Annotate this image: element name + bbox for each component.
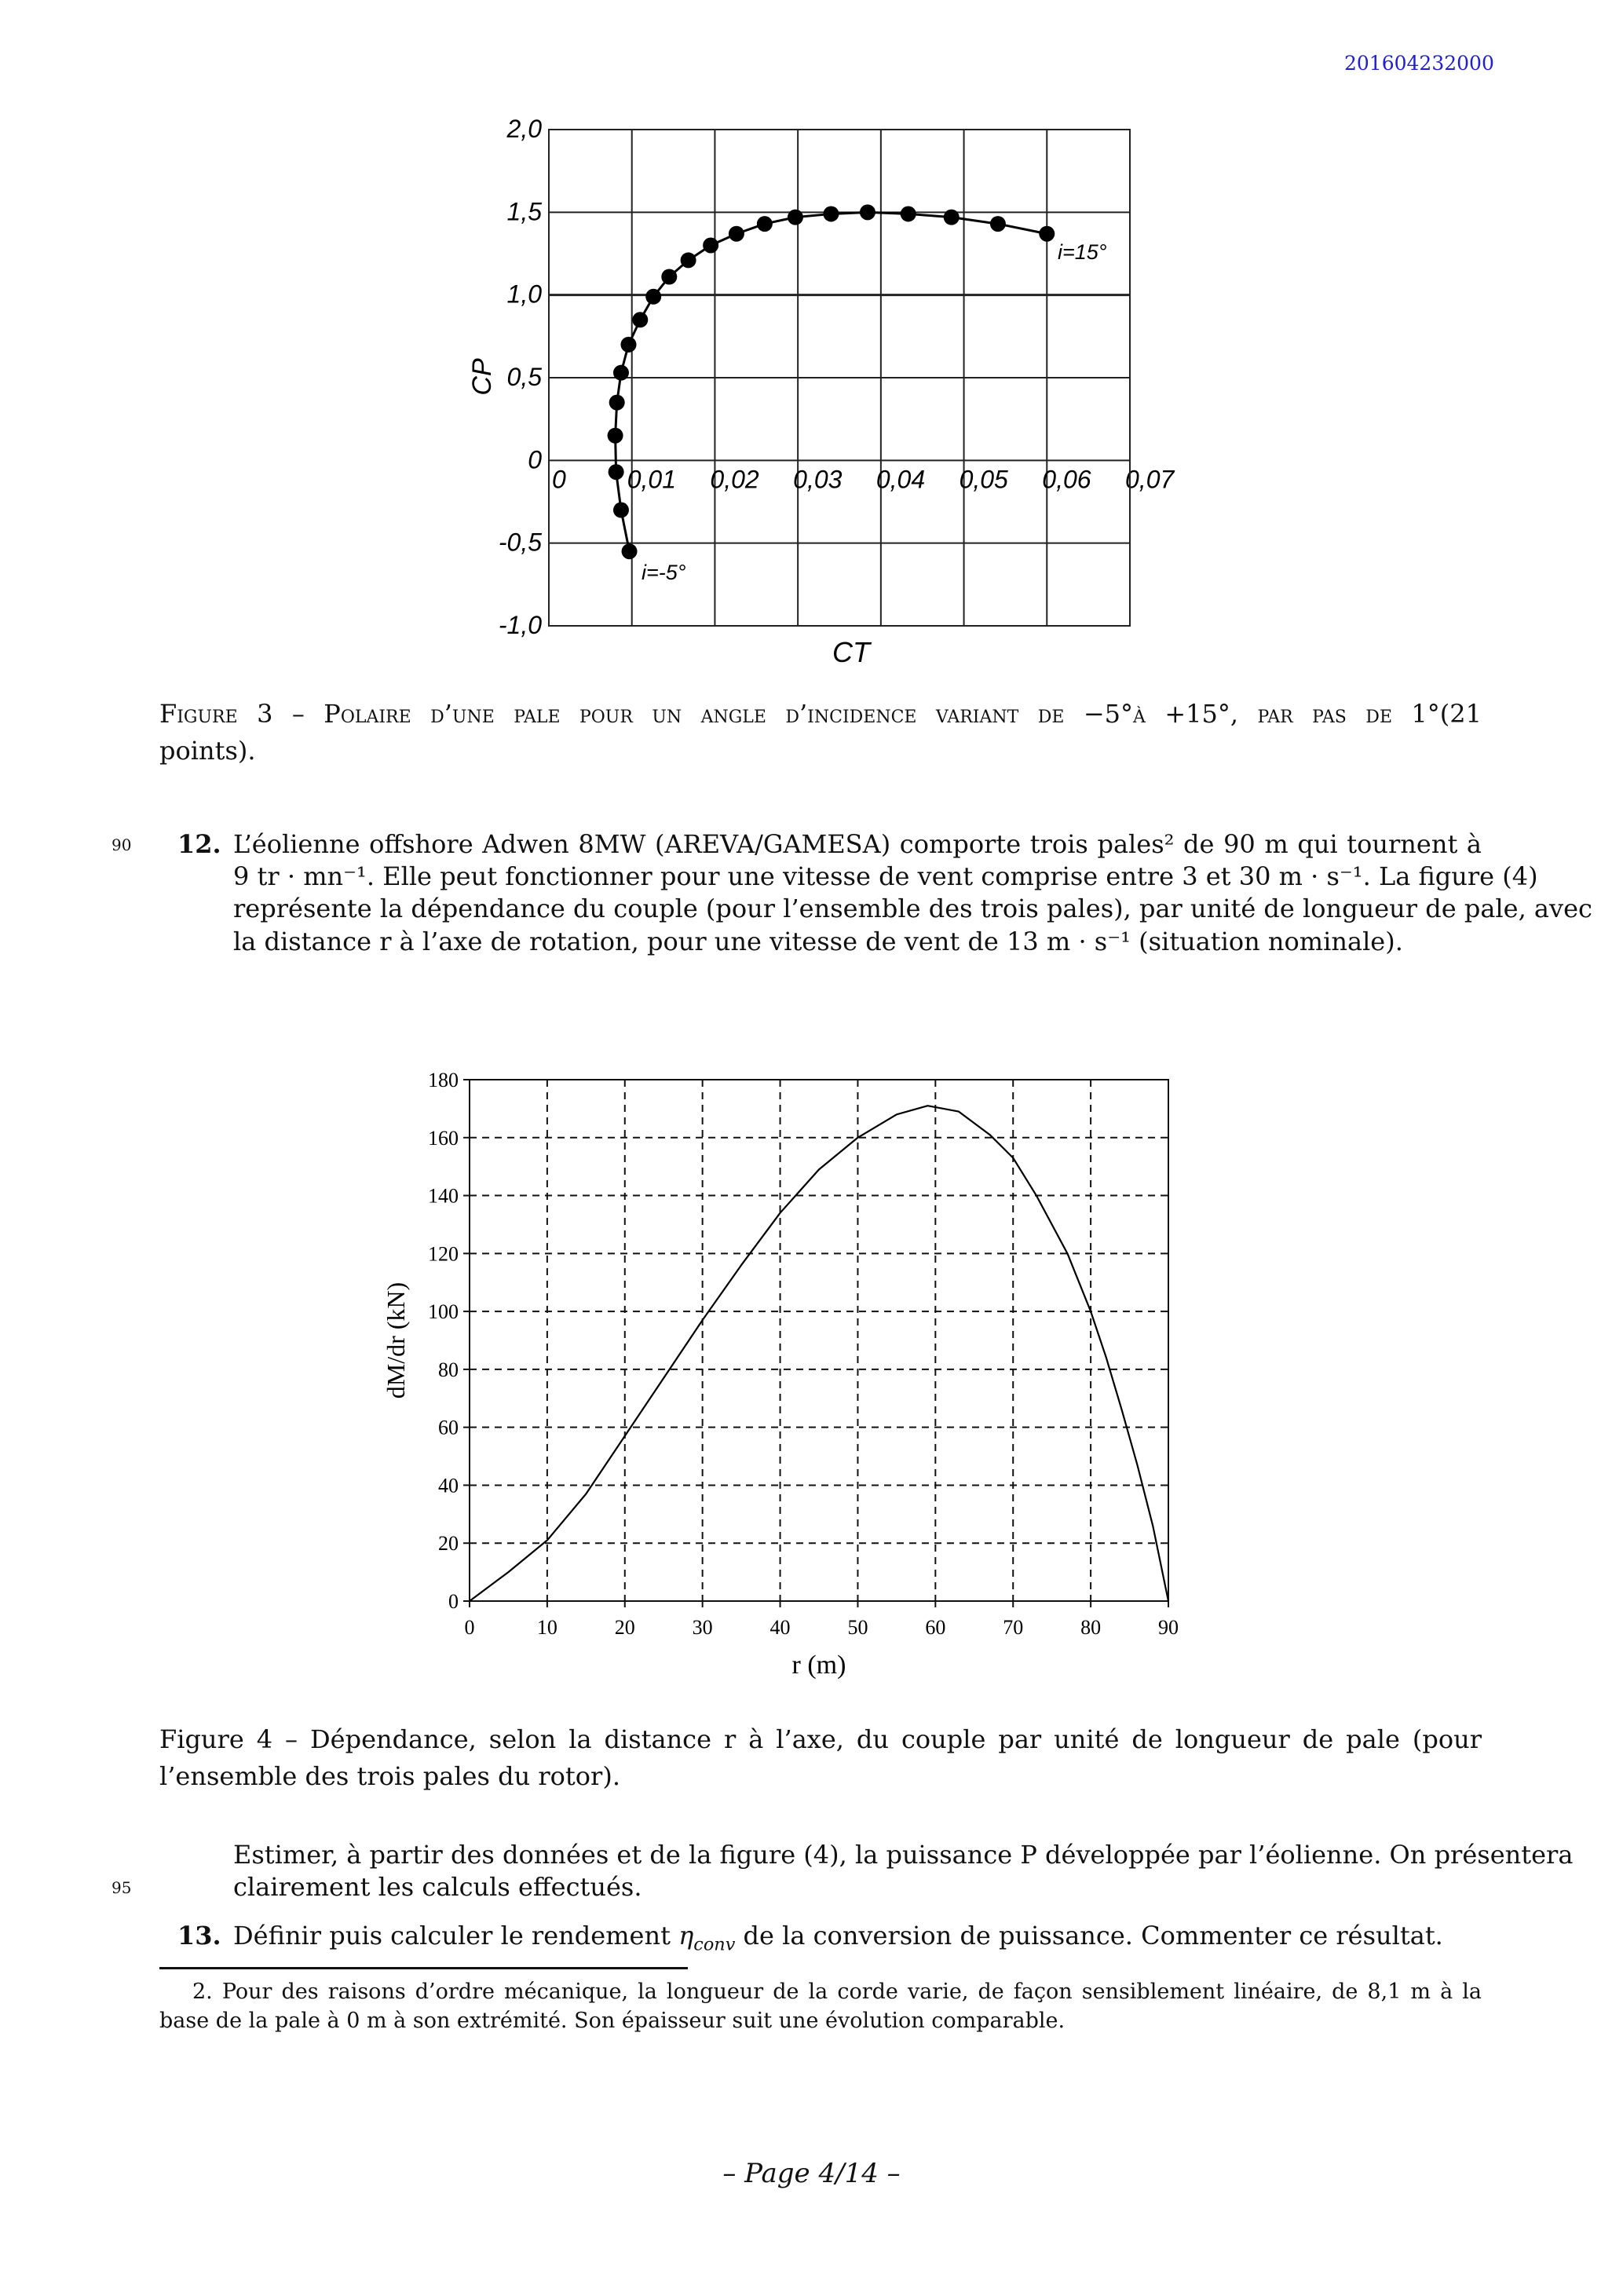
data-point <box>901 206 916 221</box>
data-point <box>632 312 648 327</box>
y-tick-label: 100 <box>428 1300 459 1324</box>
figure-3-caption-line <box>159 698 1482 729</box>
x-axis-label: r (m) <box>791 1651 846 1680</box>
data-point <box>622 543 638 559</box>
question-12-line: la distance r à l’axe de rotation, pour une vitesse de vent de 13 m · s⁻¹ (situation nominale). <box>233 927 1403 956</box>
data-point <box>613 365 629 381</box>
estimate-line: Estimer, à partir des données et de la figure (4), la puissance P développée par l’éolienne. On présentera <box>233 1840 1574 1870</box>
x-tick-label: 50 <box>847 1616 868 1639</box>
question-13-text: Définir puis calculer le rendement <box>233 1921 679 1951</box>
y-tick-label: 20 <box>438 1532 459 1556</box>
polar-curve <box>616 212 1047 551</box>
footnote-rule <box>159 1967 688 1969</box>
data-point <box>944 210 960 225</box>
line-number: 90 <box>111 835 132 854</box>
x-tick-label: 0,04 <box>875 465 926 494</box>
question-12-line: L’éolienne offshore Adwen 8MW (AREVA/GAMESA) comporte trois pales² de 90 m qui tournent à <box>233 829 1482 859</box>
y-tick-label: 0 <box>448 1590 459 1613</box>
y-tick-label: 0,5 <box>506 363 542 391</box>
y-tick-label: 180 <box>428 1069 459 1091</box>
x-tick-label: 0,07 <box>1125 465 1175 494</box>
x-tick-label: 80 <box>1080 1616 1102 1639</box>
x-tick-label: 90 <box>1158 1616 1179 1639</box>
x-axis-label: CT <box>832 636 870 668</box>
question-number: 13. <box>177 1921 221 1951</box>
x-tick-label: 0,03 <box>793 465 843 494</box>
x-tick-label: 0,05 <box>959 465 1008 494</box>
figure-3-polar-chart <box>0 0 1623 691</box>
data-point <box>661 269 677 284</box>
y-tick-label: 1,5 <box>506 197 542 226</box>
eta-subscript: conv <box>693 1934 736 1955</box>
eta-symbol: η <box>678 1921 694 1951</box>
data-point <box>609 464 624 480</box>
data-point <box>990 216 1006 232</box>
question-13-text: de la conversion de puissance. Commenter ce résultat. <box>735 1921 1443 1951</box>
data-point <box>645 289 661 305</box>
torque-curve <box>470 1106 1168 1601</box>
page-number: – Page 4/14 – <box>722 2158 901 2189</box>
y-tick-label: -1,0 <box>498 611 542 639</box>
figure-3-caption-text: Figure 3 – Polaire d’une pale pour un angle d’incidence variant de −5°à +15°, par pas de 1°(21 <box>159 699 1482 729</box>
x-tick-label: 0 <box>552 465 566 494</box>
x-tick-label: 30 <box>692 1616 713 1639</box>
data-point <box>823 206 839 221</box>
question-12-line: représente la dépendance du couple (pour l’ensemble des trois pales), par unité de longueur de pale, avec <box>233 894 1592 923</box>
data-point <box>1039 226 1055 242</box>
data-point <box>608 428 623 444</box>
estimate-line: clairement les calculs effectués. <box>233 1872 642 1902</box>
footnote-line: 2. Pour des raisons d’ordre mécanique, la longueur de la corde varie, de façon sensiblement linéaire, de 8,1 m à la <box>192 1980 1482 2004</box>
data-point <box>609 395 625 411</box>
x-tick-label: 0,06 <box>1042 465 1091 494</box>
y-tick-label: 80 <box>438 1358 459 1381</box>
y-tick-label: 160 <box>428 1126 459 1150</box>
x-tick-label: 0 <box>464 1616 475 1639</box>
data-point <box>703 237 718 253</box>
data-point <box>620 337 636 353</box>
question-13-line <box>233 1920 1482 1960</box>
annotation-i-15: i=15° <box>1058 240 1107 264</box>
x-tick-label: 70 <box>1003 1616 1024 1639</box>
figure-4-torque-chart <box>0 1021 1623 1696</box>
y-tick-label: 0 <box>528 445 542 474</box>
question-number: 12. <box>177 829 221 859</box>
y-tick-label: 60 <box>438 1416 459 1439</box>
data-point <box>613 503 629 518</box>
annotation-i-minus-5: i=-5° <box>642 561 686 584</box>
y-tick-label: 2,0 <box>506 115 542 143</box>
y-tick-label: 120 <box>428 1242 459 1266</box>
line-number: 95 <box>111 1878 132 1897</box>
figure-4-caption-line: Figure 4 – Dépendance, selon la distance r à l’axe, du couple par unité de longueur de pale (pour <box>159 1724 1482 1754</box>
document-code: 201604232000 <box>1344 52 1494 75</box>
x-tick-label: 0,02 <box>710 465 759 494</box>
data-point <box>729 226 744 242</box>
y-axis-label: CP <box>467 358 497 396</box>
data-point <box>788 210 803 225</box>
data-point <box>681 252 696 268</box>
question-12-line: 9 tr · mn⁻¹. Elle peut fonctionner pour une vitesse de vent comprise entre 3 et 30 m · s⁻¹. La figure (4) <box>233 861 1538 891</box>
figure-4-caption-line: l’ensemble des trois pales du rotor). <box>159 1761 620 1791</box>
x-tick-label: 20 <box>614 1616 635 1639</box>
figure-3-caption-line: points). <box>159 736 256 766</box>
y-tick-label: 140 <box>428 1184 459 1208</box>
y-tick-label: 40 <box>438 1474 459 1497</box>
x-tick-label: 60 <box>925 1616 946 1639</box>
x-tick-label: 40 <box>769 1616 791 1639</box>
y-axis-label: dM/dr (kN) <box>382 1281 410 1399</box>
footnote-line: base de la pale à 0 m à son extrémité. Son épaisseur suit une évolution comparable. <box>159 2009 1066 2033</box>
y-tick-label: -0,5 <box>498 528 542 557</box>
y-tick-label: 1,0 <box>506 280 542 309</box>
plot-frame <box>470 1080 1168 1601</box>
x-tick-label: 0,01 <box>627 465 676 494</box>
x-tick-label: 10 <box>536 1616 557 1639</box>
data-point <box>757 216 773 232</box>
data-point <box>860 204 875 220</box>
